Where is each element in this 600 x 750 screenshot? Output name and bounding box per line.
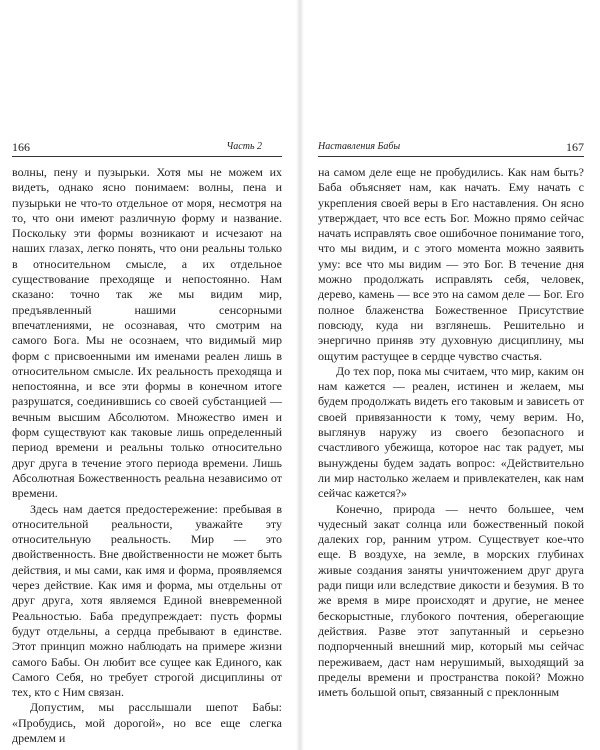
- right-page: [300, 0, 600, 750]
- paragraph: на самом деле еще не пробудились. Как нам быть? Баба объясняет нам, как начать. Ему начать с укрепления своей веры в Его наставления. Он ясно утверждает, что все есть Бог. Можно прямо сейчас начать исправлять свое ошибочное понимание того, что мы видим, и с этого момента можно заявить уму: все что мы видим — это Бог. В течение дня можно продолжать исправлять себя, человек, дерево, камень — все это на самом деле — Бог. Его полное блаженства Божественное Присутствие повсюду, куда ни взглянешь. Решительно и энергично приняв эту духовную дисциплину, мы ощутим растущее в сердце чувство счастья.: [318, 165, 585, 363]
- page-number-right: 167: [566, 140, 584, 154]
- section-title-left: Часть 2: [226, 141, 262, 152]
- right-running-head: [318, 140, 584, 157]
- paragraph: Здесь нам дается предостережение: пребывая в относительной реальности, уважайте эту относительную реальность. Мир — это двойственность. Вне двойственности не может быть действия, и мы сами, как имя и форма, проявляемся через действие. Как имя и форма, мы отдельны от друг друга, хотя являемся Единой вневременной Реальностью. Баба предупреждает: пусть формы будут отдельны, а сердца пребывают в единстве. Этот принцип можно наблюдать на примере жизни самого Бабы. Он любит все сущее как Единого, как Самого Себя, но требует строгой дисциплины от тех, кто с Ним связан.: [12, 501, 282, 700]
- paragraph: волны, пену и пузырьки. Хотя мы не можем их видеть, однако ясно понимаем: волны, пена и пузырьки не что-то отдельное от моря, несмотря на то, что они имеют различную форму и название. Поскольку эти формы возникают и исчезают на наших глазах, легко понять, что они реальны только в относительном смысле, а их отдельное существование преходяще и непостоянно. Нам сказано: точно так же мы видим мир, предъявленный нашими сенсорными впечатлениями, не осознавая, что смотрим на самого Бога. Мы не осознаем, что видимый мир форм с присвоенными им именами реален лишь в относительном смысле. Их реальность преходяща и непостоянна, и все эти формы в конечном итоге разрушатся, соединившись со своей субстанцией — вечным высшим Абсолютом. Множество имен и форм существуют как таковые лишь определенный период времени и реальны только относительно друг друга в течение этого периода времени. Лишь Абсолютная Божественность реальна независимо от времени.: [12, 165, 282, 501]
- left-running-head: [12, 140, 282, 157]
- left-page-text: [12, 165, 282, 746]
- right-page-text: [318, 165, 584, 700]
- section-title-right: Наставления Бабы: [318, 141, 401, 152]
- paragraph: Допустим, мы расслышали шепот Бабы: «Пробудись, мой дорогой», но все еще слегка дремлем и: [12, 700, 282, 745]
- page-number-left: 166: [12, 140, 30, 154]
- paragraph: До тех пор, пока мы считаем, что мир, каким он нам кажется — реален, истинен и желаем, мы будем продолжать видеть его таковым и зависеть от своей привязанности к тому, чему верим. Но, выглянув наружу из своего безопасного и счастливого убежища, которое нас так радует, мы вынуждены будем задать вопрос: «Действительно ли мир настолько желаем и привлекателен, как нам сейчас кажется?»: [318, 363, 584, 501]
- paragraph: Конечно, природа — нечто большее, чем чудесный закат солнца или божественный покой далеких гор, ранним утром. Существует кое-что еще. В воздухе, на земле, в морских глубинах живые создания заняты уничтожением друг друга ради пищи или вследствие дикости и безумия. В то же время в мире происходят и другие, не менее бескорыстные, глубокого почтения, оберегающие действия. Разве этот запутанный и серьезно подпорченный внешний мир, который мы сейчас переживаем, даст нам нерушимый, выходящий за пределы времени и пространства покой? Можно иметь большой опыт, связанный с преклонным: [318, 501, 584, 700]
